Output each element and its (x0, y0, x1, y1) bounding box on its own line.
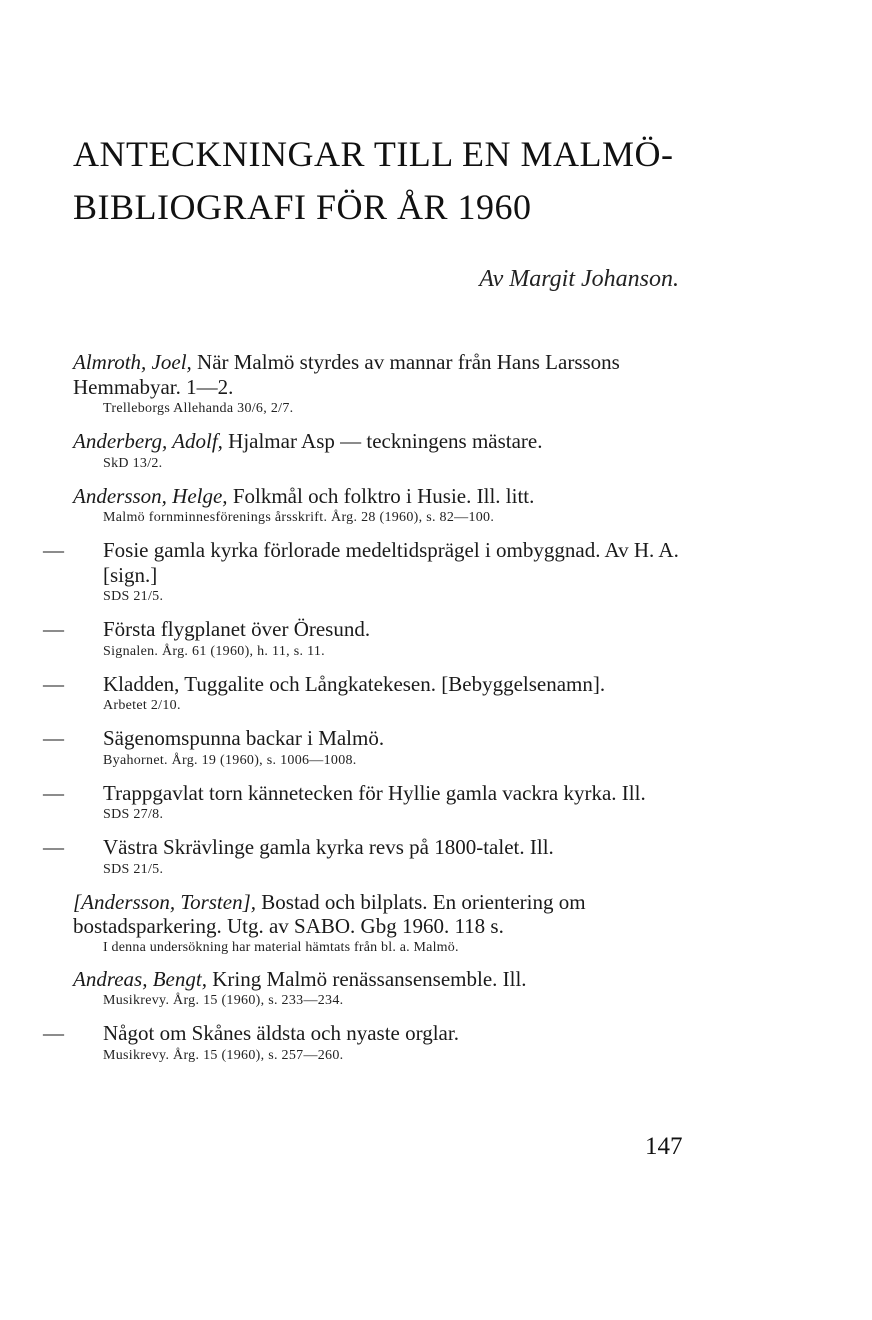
page-number: 147 (645, 1133, 683, 1160)
entry-title (43, 835, 693, 860)
entry-text: Västra Skrävlinge gamla kyrka revs på 1800-talet. Ill. (103, 835, 554, 859)
entry-author: [Andersson, Torsten], (73, 889, 257, 914)
entry-text: Folkmål och folktro i Husie. Ill. litt. (227, 483, 535, 508)
entry-title (43, 726, 693, 751)
entry-text: När Malmö styrdes av mannar från Hans Larssons Hemmabyar. 1—2. (73, 350, 620, 399)
entry-source: SDS 27/8. (103, 807, 164, 822)
entry-title (73, 350, 693, 399)
ditto-dash: — (43, 835, 64, 859)
bibliography-entry (73, 967, 693, 1011)
entry-source: SkD 13/2. (103, 455, 163, 471)
entry-title (43, 671, 693, 697)
entry-source: Trelleborgs Allehanda 30/6, 2/7. (103, 401, 294, 416)
entry-source: SDS 21/5. (103, 861, 164, 877)
bibliography-entry (43, 780, 693, 825)
entry-author: Andersson, Helge, (73, 483, 228, 508)
ditto-dash: — (43, 671, 64, 696)
ditto-dash: — (43, 1021, 64, 1045)
entry-source: SDS 21/5. (103, 589, 164, 604)
entry-title (43, 780, 693, 806)
entry-title (43, 617, 693, 642)
entry-source: Musikrevy. Årg. 15 (1960), s. 257—260. (103, 1047, 344, 1063)
entry-title (73, 484, 693, 509)
bibliography-entry (73, 350, 693, 418)
entry-title (73, 890, 693, 939)
entry-source: Signalen. Årg. 61 (1960), h. 11, s. 11. (103, 643, 325, 659)
entry-author: Almroth, Joel, (73, 350, 192, 374)
entry-text: Kladden, Tuggalite och Långkatekesen. [Bebyggelsenamn]. (103, 671, 606, 696)
bibliography-entry (43, 835, 693, 879)
entry-text: Hjalmar Asp — teckningens mästare. (222, 429, 543, 453)
bibliography-entry (73, 484, 693, 528)
entry-title (73, 429, 693, 454)
bibliography-entry (73, 890, 693, 956)
entry-author: Anderberg, Adolf, (73, 429, 223, 453)
article-title (73, 128, 713, 234)
entry-title (73, 967, 693, 992)
entry-title (43, 538, 693, 587)
title-line-2: BIBLIOGRAFI FÖR ÅR 1960 (73, 187, 532, 227)
bibliography-entry (43, 617, 693, 661)
entry-text: Kring Malmö renässansensemble. Ill. (206, 966, 527, 991)
ditto-dash: — (43, 617, 64, 641)
entry-text: Fosie gamla kyrka förlorade medeltidsprägel i ombyggnad. Av H. A. [sign.] (103, 538, 679, 587)
entry-author: Andreas, Bengt, (73, 966, 207, 991)
entry-note: I denna undersökning har material hämtats från bl. a. Malmö. (103, 939, 459, 955)
bibliography-entry (43, 726, 693, 770)
entry-source: Arbetet 2/10. (103, 698, 181, 713)
entry-text: Något om Skånes äldsta och nyaste orglar. (103, 1021, 459, 1045)
ditto-dash: — (43, 538, 64, 562)
entry-title (43, 1021, 693, 1046)
entry-text: Trappgavlat torn kännetecken för Hyllie gamla vackra kyrka. Ill. (103, 780, 646, 805)
bibliography-list (43, 350, 693, 1076)
bibliography-entry (43, 538, 693, 606)
ditto-dash: — (43, 726, 64, 750)
entry-text: Bostad och bilplats. En orientering om bostadsparkering. Utg. av SABO. Gbg 1960. 118 s. (73, 889, 586, 938)
entry-source: Malmö fornminnesförenings årsskrift. Årg. 28 (1960), s. 82—100. (103, 510, 495, 525)
author-byline: Av Margit Johanson. (479, 266, 679, 292)
entry-source: Musikrevy. Årg. 15 (1960), s. 233—234. (103, 993, 344, 1008)
bibliography-entry (43, 671, 693, 716)
entry-text: Första flygplanet över Öresund. (103, 617, 371, 641)
entry-text: Sägenomspunna backar i Malmö. (103, 726, 385, 750)
bibliography-entry (43, 1021, 693, 1065)
ditto-dash: — (43, 780, 64, 805)
title-line-1: ANTECKNINGAR TILL EN MALMÖ- (73, 134, 674, 174)
bibliography-entry (73, 429, 693, 473)
entry-source: Byahornet. Årg. 19 (1960), s. 1006—1008. (103, 752, 357, 768)
